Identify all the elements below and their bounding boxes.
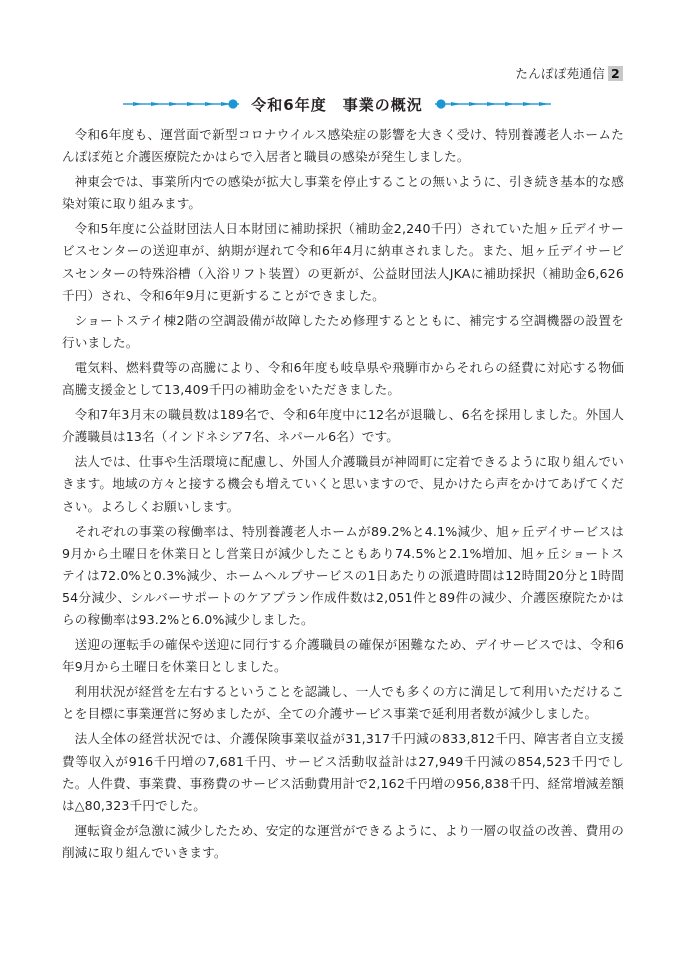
page-header <box>515 64 623 82</box>
paragraph: 法人では、仕事や生活環境に配慮し、外国人介護職員が神岡町に定着できるように取り組んでいきます。地域の方々と接する機会も増えていくと思いますので、見かけたら声をかけてあげてください。よろしくお願いします。 <box>62 454 624 514</box>
right-ornament-line <box>435 98 551 110</box>
paragraph: 送迎の運転手の確保や送迎に同行する介護職員の確保が困難なため、デイサービスでは、令和6年9月から土曜日を休業日としました。 <box>62 637 624 675</box>
paragraph: 法人全体の経営状況では、介護保険事業収益が31,317千円減の833,812千円、障害者自立支援費等収入が916千円増の7,681千円、サービス活動収益計は27,949千円減の854,523千円でした。人件費、事業費、事務費のサービス活動費用計で2,162千円増の956,838千円、経常増減差額は△80,323千円でした。 <box>62 731 624 813</box>
paragraph: 運転資金が急激に減少したため、安定的な運営ができるように、より一層の収益の改善、費用の削減に取り組んでいきます。 <box>62 822 624 860</box>
paragraph: 利用状況が経営を左右するということを認識し、一人でも多くの方に満足して利用いただけることを目標に事業運営に努めましたが、全ての介護サービス事業で延利用者数が減少しました。 <box>62 684 624 722</box>
page-title: 令和6年度 事業の概況 <box>251 95 423 114</box>
paragraph: ショートステイ棟2階の空調設備が故障したため修理するとともに、補完する空調機器の設置を行いました。 <box>62 312 624 350</box>
left-ornament-line <box>123 98 239 110</box>
section-title-row <box>122 92 552 116</box>
page-number-badge: 2 <box>608 66 623 81</box>
newsletter-name: たんぽぽ苑通信 <box>515 66 605 81</box>
paragraph: 電気料、燃料費等の高騰により、令和6年度も岐阜県や飛騨市からそれらの経費に対応する物価高騰支援金として13,409千円の補助金をいただきました。 <box>62 359 624 398</box>
article-body <box>62 124 624 867</box>
paragraph: 令和6年度も、運営面で新型コロナウイルス感染症の影響を大きく受け、特別養護老人ホームたんぽぽ苑と介護医療院たかはらで入居者と職員の感染が発生しました。 <box>62 127 624 165</box>
paragraph: 神東会では、事業所内での感染が拡大し事業を停止することの無いように、引き続き基本的な感染対策に取り組みます。 <box>62 174 624 212</box>
paragraph: 令和7年3月末の職員数は189名で、令和6年度中に12名が退職し、6名を採用しました。外国人介護職員は13名（インドネシア7名、ネパール6名）です。 <box>62 407 624 445</box>
paragraph: それぞれの事業の稼働率は、特別養護老人ホームが89.2%と4.1%減少、旭ヶ丘デイサービスは9月から土曜日を休業日とし営業日が減少したこともあり74.5%と2.1%増加、旭ヶ丘ショートステイは72.0%と0.3%減少、ホームヘルプサービスの1日あたりの派遣時間は12時間20分と1時間54分減少、シルバーサポートのケアプラン作成件数は2,051件と89件の減少、介護医療院たかはらの稼働率は93.2%と6.0%減少しました。 <box>62 523 624 627</box>
paragraph: 令和5年度に公益財団法人日本財団に補助採択（補助金2,240千円）されていた旭ヶ丘デイサービスセンターの送迎車が、納期が遅れて令和6年4月に納車されました。また、旭ヶ丘デイサービスセンターの特殊浴槽（入浴リフト装置）の更新が、公益財団法人JKAに補助採択（補助金6,626千円）され、令和6年9月に更新することができました。 <box>62 221 624 303</box>
